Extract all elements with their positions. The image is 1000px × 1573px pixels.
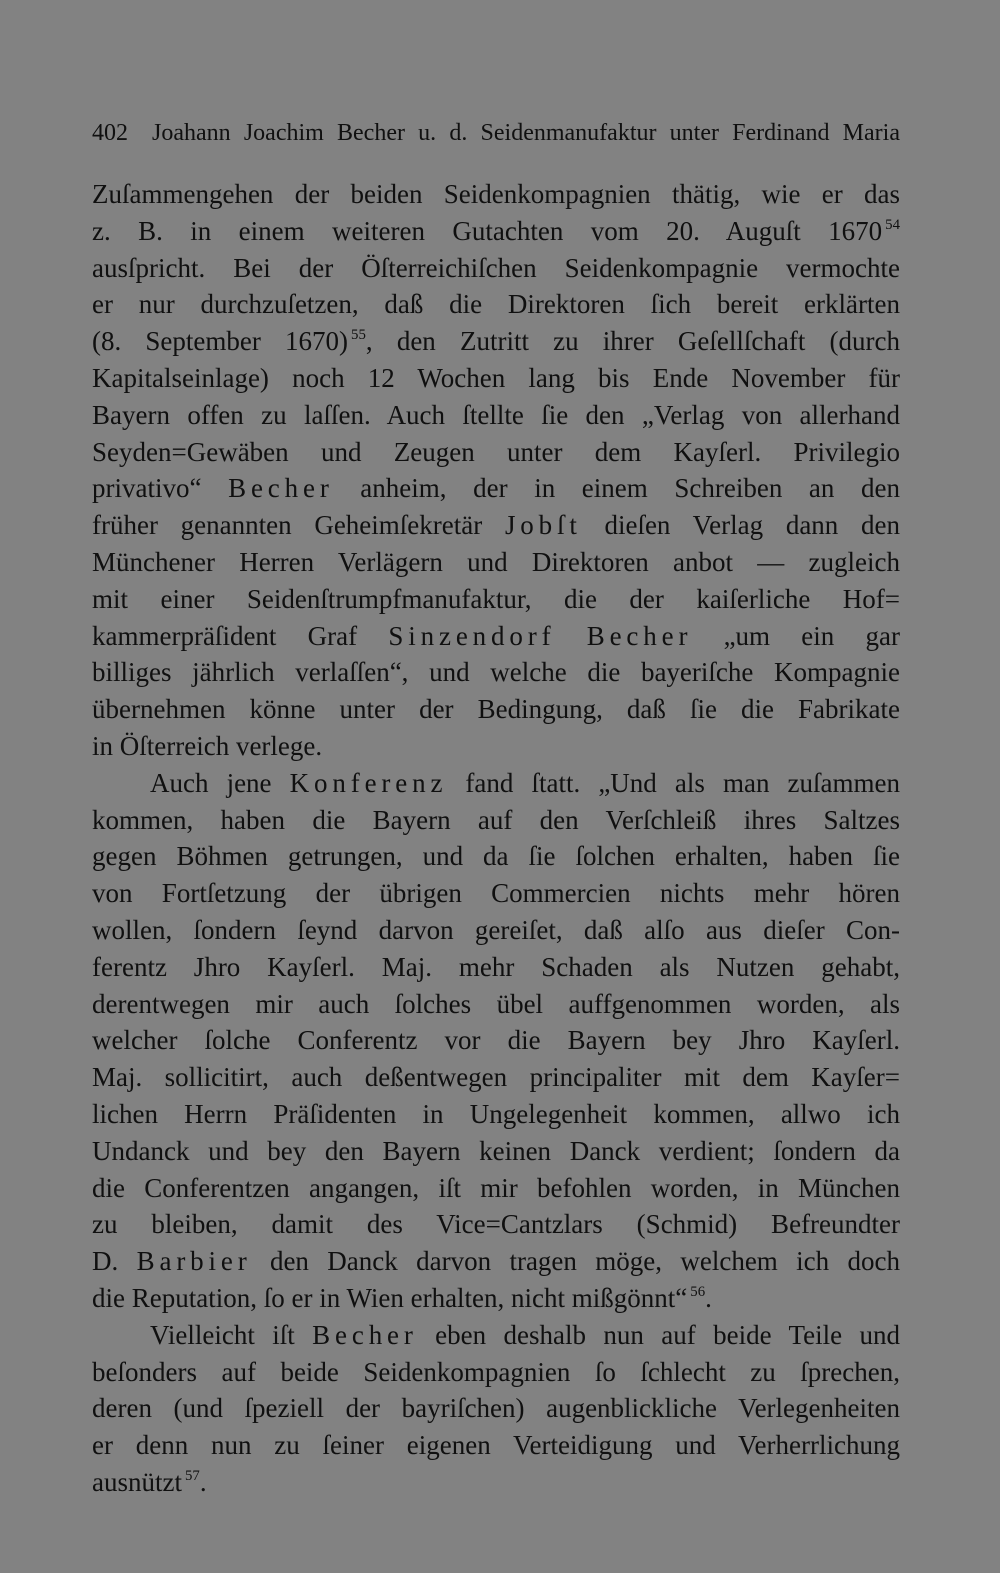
text-line bbox=[92, 434, 900, 471]
text-line bbox=[92, 1096, 900, 1133]
text-line bbox=[92, 250, 900, 287]
text-line bbox=[92, 397, 900, 434]
text-line bbox=[92, 176, 900, 213]
text-run: privativo“ bbox=[92, 473, 229, 504]
spaced-name: Jobſt bbox=[504, 510, 582, 541]
text-run: er nur durchzuſetzen, daß die Direktoren ſich bereit erklärten bbox=[92, 289, 900, 320]
footnote-ref: 56 bbox=[690, 1283, 706, 1300]
spaced-name: Becher bbox=[312, 1319, 418, 1350]
text-run: in Öſterreich verlege. bbox=[92, 730, 323, 761]
text-line bbox=[92, 912, 900, 949]
text-run: Auch jene bbox=[150, 767, 290, 798]
text-line bbox=[92, 213, 900, 250]
spaced-name: Konferenz bbox=[289, 767, 448, 798]
text-line bbox=[92, 1427, 900, 1464]
text-run: anheim, der in einem Schreiben an den bbox=[333, 473, 900, 504]
text-run: ausnützt bbox=[92, 1466, 182, 1497]
text-line bbox=[92, 507, 900, 544]
spaced-name: Becher bbox=[228, 473, 334, 504]
text-line bbox=[92, 875, 900, 912]
text-line bbox=[92, 1133, 900, 1170]
text-run: kammerpräſident Graf bbox=[92, 620, 389, 651]
text-run: Bayern offen zu laſſen. Auch ſtellte ſie den „Verlag von allerhand bbox=[92, 399, 900, 430]
text-run: die Conferentzen angangen, iſt mir befohlen worden, in München bbox=[92, 1172, 900, 1203]
text-run: ferentz Jhro Kayſerl. Maj. mehr Schaden als Nutzen gehabt, bbox=[92, 951, 900, 982]
text-line bbox=[92, 1317, 900, 1354]
text-run: den Danck darvon tragen möge, welchem ich doch bbox=[251, 1246, 900, 1277]
paragraph bbox=[92, 176, 900, 765]
text-run: wollen, ſondern ſeynd darvon gereiſet, daß alſo aus dieſer Con- bbox=[92, 914, 900, 945]
text-run: Münchener Herren Verlägern und Direktoren anbot — zugleich bbox=[92, 546, 900, 577]
text-line bbox=[92, 1206, 900, 1243]
text-run: kommen, haben die Bayern auf den Verſchleiß ihres Saltzes bbox=[92, 804, 900, 835]
text-run: Maj. sollicitirt, auch deßentwegen principaliter mit dem Kayſer= bbox=[92, 1062, 900, 1093]
body-text bbox=[92, 176, 900, 1501]
text-line bbox=[92, 765, 900, 802]
text-line bbox=[92, 1354, 900, 1391]
paragraph bbox=[92, 1317, 900, 1501]
text-run: . bbox=[705, 1282, 712, 1313]
footnote-ref: 54 bbox=[885, 216, 900, 233]
text-run: Zuſammengehen der beiden Seidenkompagnien thätig, wie er das bbox=[92, 179, 900, 209]
text-run: zu bleiben, damit des Vice=Cantzlars (Schmid) Befreundter bbox=[92, 1209, 900, 1240]
text-line bbox=[92, 838, 900, 875]
text-line bbox=[92, 802, 900, 839]
text-run: . bbox=[199, 1466, 207, 1497]
text-run: deren (und ſpeziell der bayriſchen) augenblickliche Verlegenheiten bbox=[92, 1393, 900, 1424]
text-line bbox=[92, 1170, 900, 1207]
text-line bbox=[92, 728, 900, 765]
spaced-name: Sinzendorf bbox=[388, 620, 556, 651]
text-run: Kapitalseinlage) noch 12 Wochen lang bis Ende November für bbox=[92, 362, 900, 393]
text-line bbox=[92, 1059, 900, 1096]
page-number: 402 bbox=[92, 120, 128, 146]
text-run: die Reputation, ſo er in Wien erhalten, nicht mißgönnt“ bbox=[92, 1282, 688, 1313]
spaced-name: Becher bbox=[586, 620, 693, 651]
text-run: eben deshalb nun auf beide Teile und bbox=[417, 1319, 901, 1350]
text-run: er denn nun zu ſeiner eigenen Verteidigung und Verherrlichung bbox=[92, 1430, 900, 1461]
text-run: beſonders auf beide Seidenkompagnien ſo ſchlecht zu ſprechen, bbox=[92, 1356, 900, 1387]
text-run: übernehmen könne unter der Bedingung, daß ſie die Fabrikate bbox=[92, 694, 900, 725]
footnote-ref: 55 bbox=[351, 327, 366, 344]
text-line bbox=[92, 1280, 900, 1317]
text-line bbox=[92, 1464, 900, 1501]
footnote-ref: 57 bbox=[184, 1467, 200, 1484]
text-line bbox=[92, 470, 900, 507]
text-line bbox=[92, 323, 900, 360]
text-run: billiges jährlich verlaſſen“, und welche die bayeriſche Kompagnie bbox=[92, 657, 900, 688]
text-line bbox=[92, 544, 900, 581]
text-run: Undanck und bey den Bayern keinen Danck verdient; ſondern da bbox=[92, 1135, 900, 1166]
text-run: „um ein gar bbox=[692, 620, 901, 651]
text-run bbox=[555, 621, 586, 651]
text-line bbox=[92, 691, 900, 728]
text-run: gegen Böhmen getrungen, und da ſie ſolchen erhalten, haben ſie bbox=[92, 841, 900, 872]
text-run: früher genannten Geheimſekretär bbox=[92, 510, 505, 541]
text-run: z. B. in einem weiteren Gutachten vom 20. Auguſt 1670 bbox=[92, 215, 883, 246]
text-line bbox=[92, 581, 900, 618]
text-line bbox=[92, 1022, 900, 1059]
text-run: welcher ſolche Conferentz vor die Bayern bey Jhro Kayſerl. bbox=[92, 1025, 900, 1056]
running-header bbox=[92, 118, 900, 148]
text-line bbox=[92, 654, 900, 691]
text-run: (8. September 1670) bbox=[92, 326, 349, 357]
text-run: D. bbox=[92, 1246, 137, 1277]
text-run: dieſen Verlag dann den bbox=[581, 510, 900, 541]
text-line bbox=[92, 949, 900, 986]
text-run: von Fortſetzung der übrigen Commercien nichts mehr hören bbox=[92, 878, 900, 909]
text-line bbox=[92, 618, 900, 655]
spaced-name: Barbier bbox=[136, 1246, 252, 1277]
text-run: fand ſtatt. „Und als man zuſammen bbox=[447, 767, 900, 798]
text-line bbox=[92, 360, 900, 397]
text-run: Vielleicht iſt bbox=[150, 1319, 313, 1350]
paragraph bbox=[92, 765, 900, 1317]
text-line bbox=[92, 1243, 900, 1280]
text-run: Seyden=Gewäben und Zeugen unter dem Kayſerl. Privilegio bbox=[92, 436, 900, 467]
running-title: Joahann Joachim Becher u. d. Seidenmanufaktur unter Ferdinand Maria bbox=[152, 120, 900, 146]
text-run: lichen Herrn Präſidenten in Ungelegenheit kommen, allwo ich bbox=[92, 1098, 900, 1129]
text-line bbox=[92, 1390, 900, 1427]
text-line bbox=[92, 986, 900, 1023]
text-run: mit einer Seidenſtrumpfmanufaktur, die der kaiſerliche Hof= bbox=[92, 583, 900, 614]
text-run: derentwegen mir auch ſolches übel auffgenommen worden, als bbox=[92, 988, 900, 1019]
text-line bbox=[92, 286, 900, 323]
text-run: ausſpricht. Bei der Öſterreichiſchen Seidenkompagnie vermochte bbox=[92, 252, 900, 283]
text-run: , den Zutritt zu ihrer Geſellſchaft (durch bbox=[365, 326, 900, 357]
